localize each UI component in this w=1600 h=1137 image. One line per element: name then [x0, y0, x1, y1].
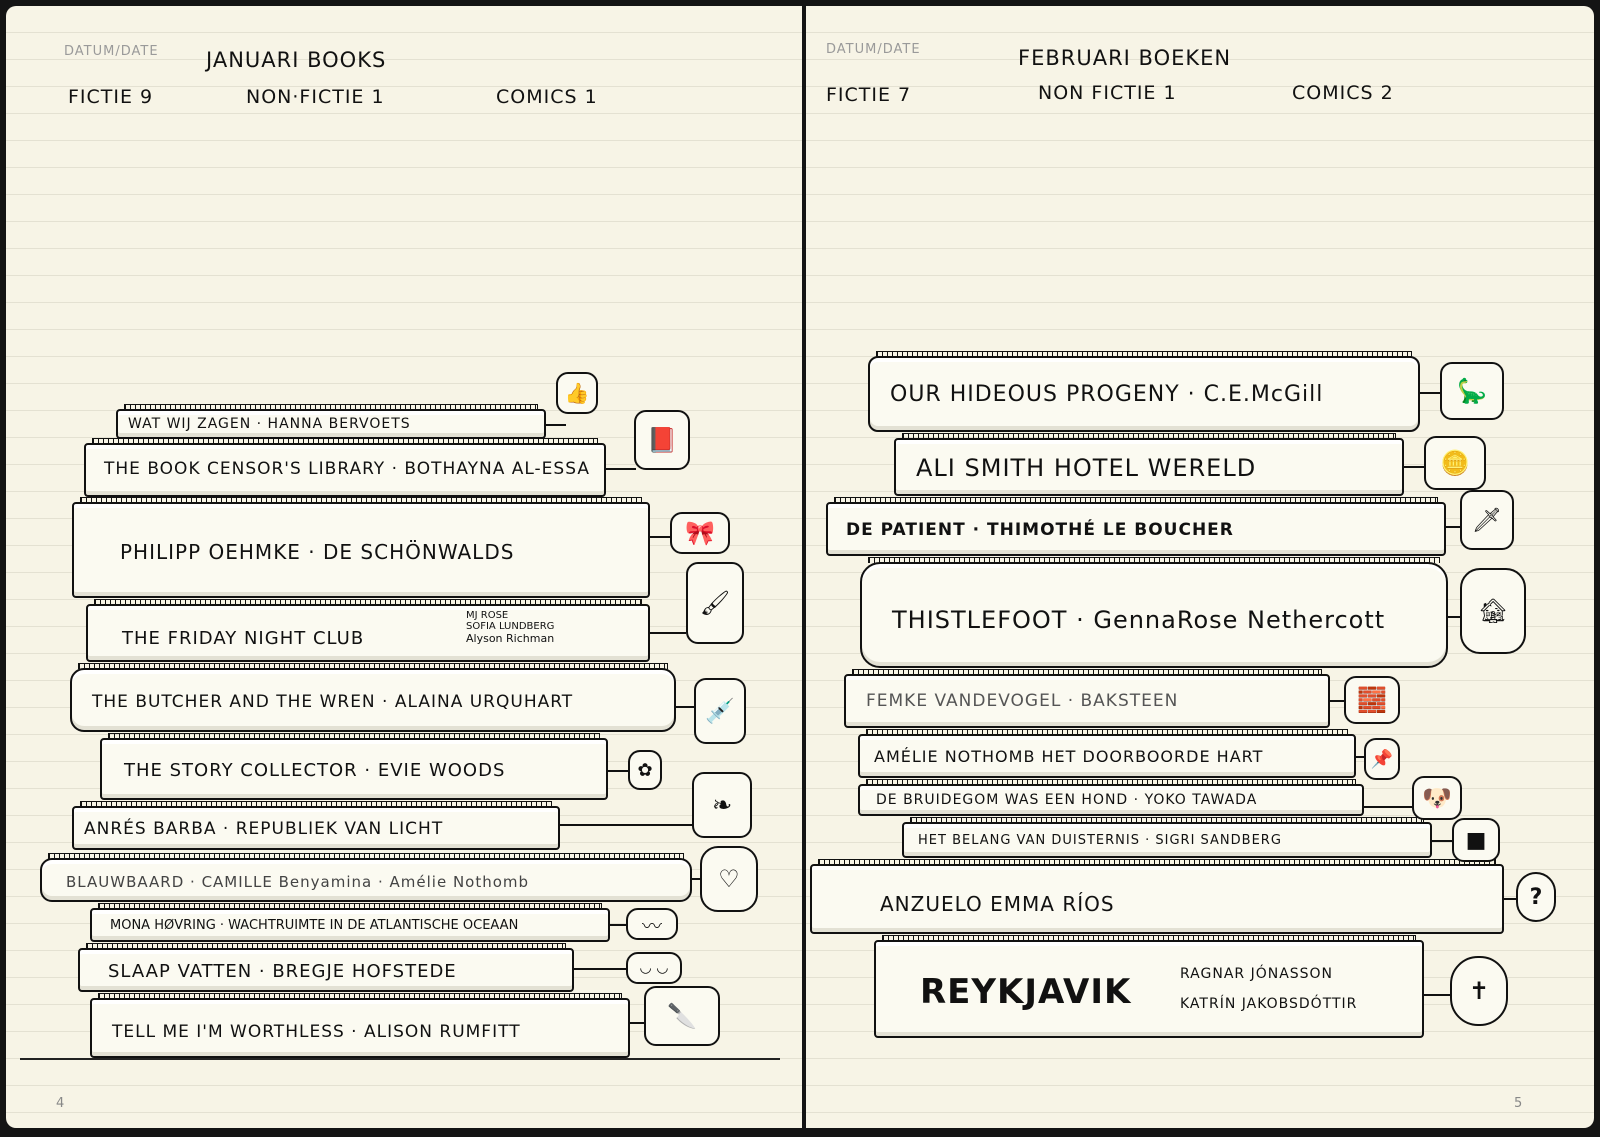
book-title: ANZUELO EMMA RÍOS — [880, 892, 1115, 916]
connector-line — [546, 424, 566, 426]
book-icon: 📕 — [634, 410, 690, 470]
comics-count: COMICS 2 — [1292, 82, 1394, 104]
page-title: JANUARI BOOKS — [206, 48, 387, 72]
book-title: DE BRUIDEGOM WAS EEN HOND · YOKO TAWADA — [876, 792, 1258, 808]
book-title: AMÉLIE NOTHOMB HET DOORBOORDE HART — [874, 747, 1264, 766]
connector-line — [676, 706, 696, 708]
heart-icon: ♡ — [700, 846, 758, 912]
paintbrush-icon: 🖌 — [686, 562, 744, 644]
book-title: THE BOOK CENSOR'S LIBRARY · BOTHAYNA AL-ESSA — [104, 459, 590, 479]
connector-line — [1424, 994, 1452, 996]
closed-eyes-icon: ◡ ◡ — [626, 952, 682, 984]
comics-count: COMICS 1 — [496, 86, 598, 108]
book-spine — [116, 409, 546, 439]
book-spine — [868, 356, 1420, 432]
page-title: FEBRUARI BOEKEN — [1018, 46, 1232, 70]
book-spine — [858, 734, 1356, 778]
book-coauthor: KATRÍN JAKOBSDÓTTIR — [1180, 996, 1358, 1012]
connector-line — [1420, 392, 1442, 394]
book-spine — [90, 908, 610, 942]
knife-icon: 🔪 — [644, 986, 720, 1046]
fiction-count: FICTIE 9 — [68, 86, 154, 108]
book-title: THISTLEFOOT · GennaRose Nethercott — [892, 606, 1386, 634]
book-title: FEMKE VANDEVOGEL · BAKSTEEN — [866, 691, 1179, 711]
book-title: REYKJAVIK — [920, 972, 1132, 1012]
dagger-icon: 🗡 — [1460, 490, 1514, 550]
book-spine — [858, 784, 1364, 816]
wave-icon: 〰 — [626, 908, 678, 940]
book-spine — [90, 998, 630, 1058]
book-title: THE STORY COLLECTOR · EVIE WOODS — [124, 760, 506, 781]
book-title: WAT WIJ ZAGEN · HANNA BERVOETS — [128, 416, 411, 432]
connector-line — [650, 536, 670, 538]
book-spine — [100, 738, 608, 800]
book-spine — [72, 502, 650, 598]
book-spine — [84, 443, 606, 497]
connector-line — [1364, 806, 1414, 808]
coins-icon: 🪙 — [1424, 436, 1486, 490]
nonfiction-count: NON FICTIE 1 — [1038, 82, 1177, 104]
bow-tie-icon: 🎀 — [670, 512, 730, 554]
book-title: TELL ME I'M WORTHLESS · ALISON RUMFITT — [112, 1022, 521, 1042]
page-number: 4 — [56, 1096, 65, 1111]
book-spine — [78, 948, 574, 992]
flower-icon: ✿ — [628, 750, 662, 790]
left-page — [6, 6, 802, 1128]
connector-line — [650, 632, 686, 634]
book-title: THE BUTCHER AND THE WREN · ALAINA URQUHART — [92, 692, 574, 712]
book-title: HET BELANG VAN DUISTERNIS · SIGRI SANDBERG — [918, 833, 1282, 848]
connector-line — [1432, 840, 1454, 842]
book-title: PHILIPP OEHMKE · DE SCHÖNWALDS — [120, 540, 515, 564]
pin-icon: 📌 — [1364, 738, 1400, 780]
fiction-count: FICTIE 7 — [826, 84, 912, 106]
book-title: OUR HIDEOUS PROGENY · C.E.McGill — [890, 382, 1324, 407]
book-spine — [874, 940, 1424, 1038]
connector-line — [608, 770, 630, 772]
book-spine — [844, 674, 1330, 728]
book-spine — [810, 864, 1504, 934]
book-title: THE FRIDAY NIGHT CLUB — [122, 628, 365, 649]
connector-line — [606, 468, 636, 470]
book-spine — [860, 562, 1448, 668]
thumbs-up-icon: 👍 — [556, 372, 598, 414]
leaf-icon: ❧ — [692, 772, 752, 838]
connector-line — [1404, 466, 1426, 468]
book-spine — [826, 502, 1446, 556]
book-title: BLAUWBAARD · CAMILLE Benyamina · Amélie Nothomb — [66, 873, 530, 891]
book-coauthor: Alyson Richman — [466, 632, 555, 645]
question-icon: ? — [1516, 872, 1556, 922]
house-icon: 🏚 — [1460, 568, 1526, 654]
dog-icon: 🐶 — [1412, 776, 1462, 820]
book-spine — [894, 438, 1404, 496]
connector-line — [560, 824, 694, 826]
cross-icon: ✝ — [1450, 956, 1508, 1026]
syringe-icon: 💉 — [694, 678, 746, 744]
book-spine — [70, 668, 676, 732]
book-spine — [40, 858, 692, 902]
brick-icon: 🧱 — [1344, 676, 1400, 724]
book-spine — [902, 822, 1432, 858]
datum-label: DATUM/DATE — [64, 44, 159, 59]
book-coauthor: RAGNAR JÓNASSON — [1180, 966, 1334, 982]
stop-icon: ■ — [1452, 818, 1500, 862]
book-title: DE PATIENT · THIMOTHÉ LE BOUCHER — [846, 520, 1234, 540]
book-coauthor: MJ ROSE — [466, 610, 509, 621]
shelf-line — [20, 1058, 780, 1060]
book-title: MONA HØVRING · WACHTRUIMTE IN DE ATLANTISCHE OCEAAN — [110, 918, 519, 933]
page-number: 5 — [1514, 1096, 1523, 1111]
datum-label: DATUM/DATE — [826, 42, 921, 57]
book-spine — [72, 806, 560, 850]
book-coauthor: SOFIA LUNDBERG — [466, 621, 555, 632]
book-title: SLAAP VATTEN · BREGJE HOFSTEDE — [108, 961, 457, 982]
book-spine — [86, 604, 650, 662]
nonfiction-count: NON·FICTIE 1 — [246, 86, 385, 108]
book-title: ALI SMITH HOTEL WERELD — [916, 454, 1257, 482]
sea-monster-icon: 🦕 — [1440, 362, 1504, 420]
right-page — [806, 6, 1594, 1128]
connector-line — [574, 968, 628, 970]
book-title: ANRÉS BARBA · REPUBLIEK VAN LICHT — [84, 819, 444, 839]
